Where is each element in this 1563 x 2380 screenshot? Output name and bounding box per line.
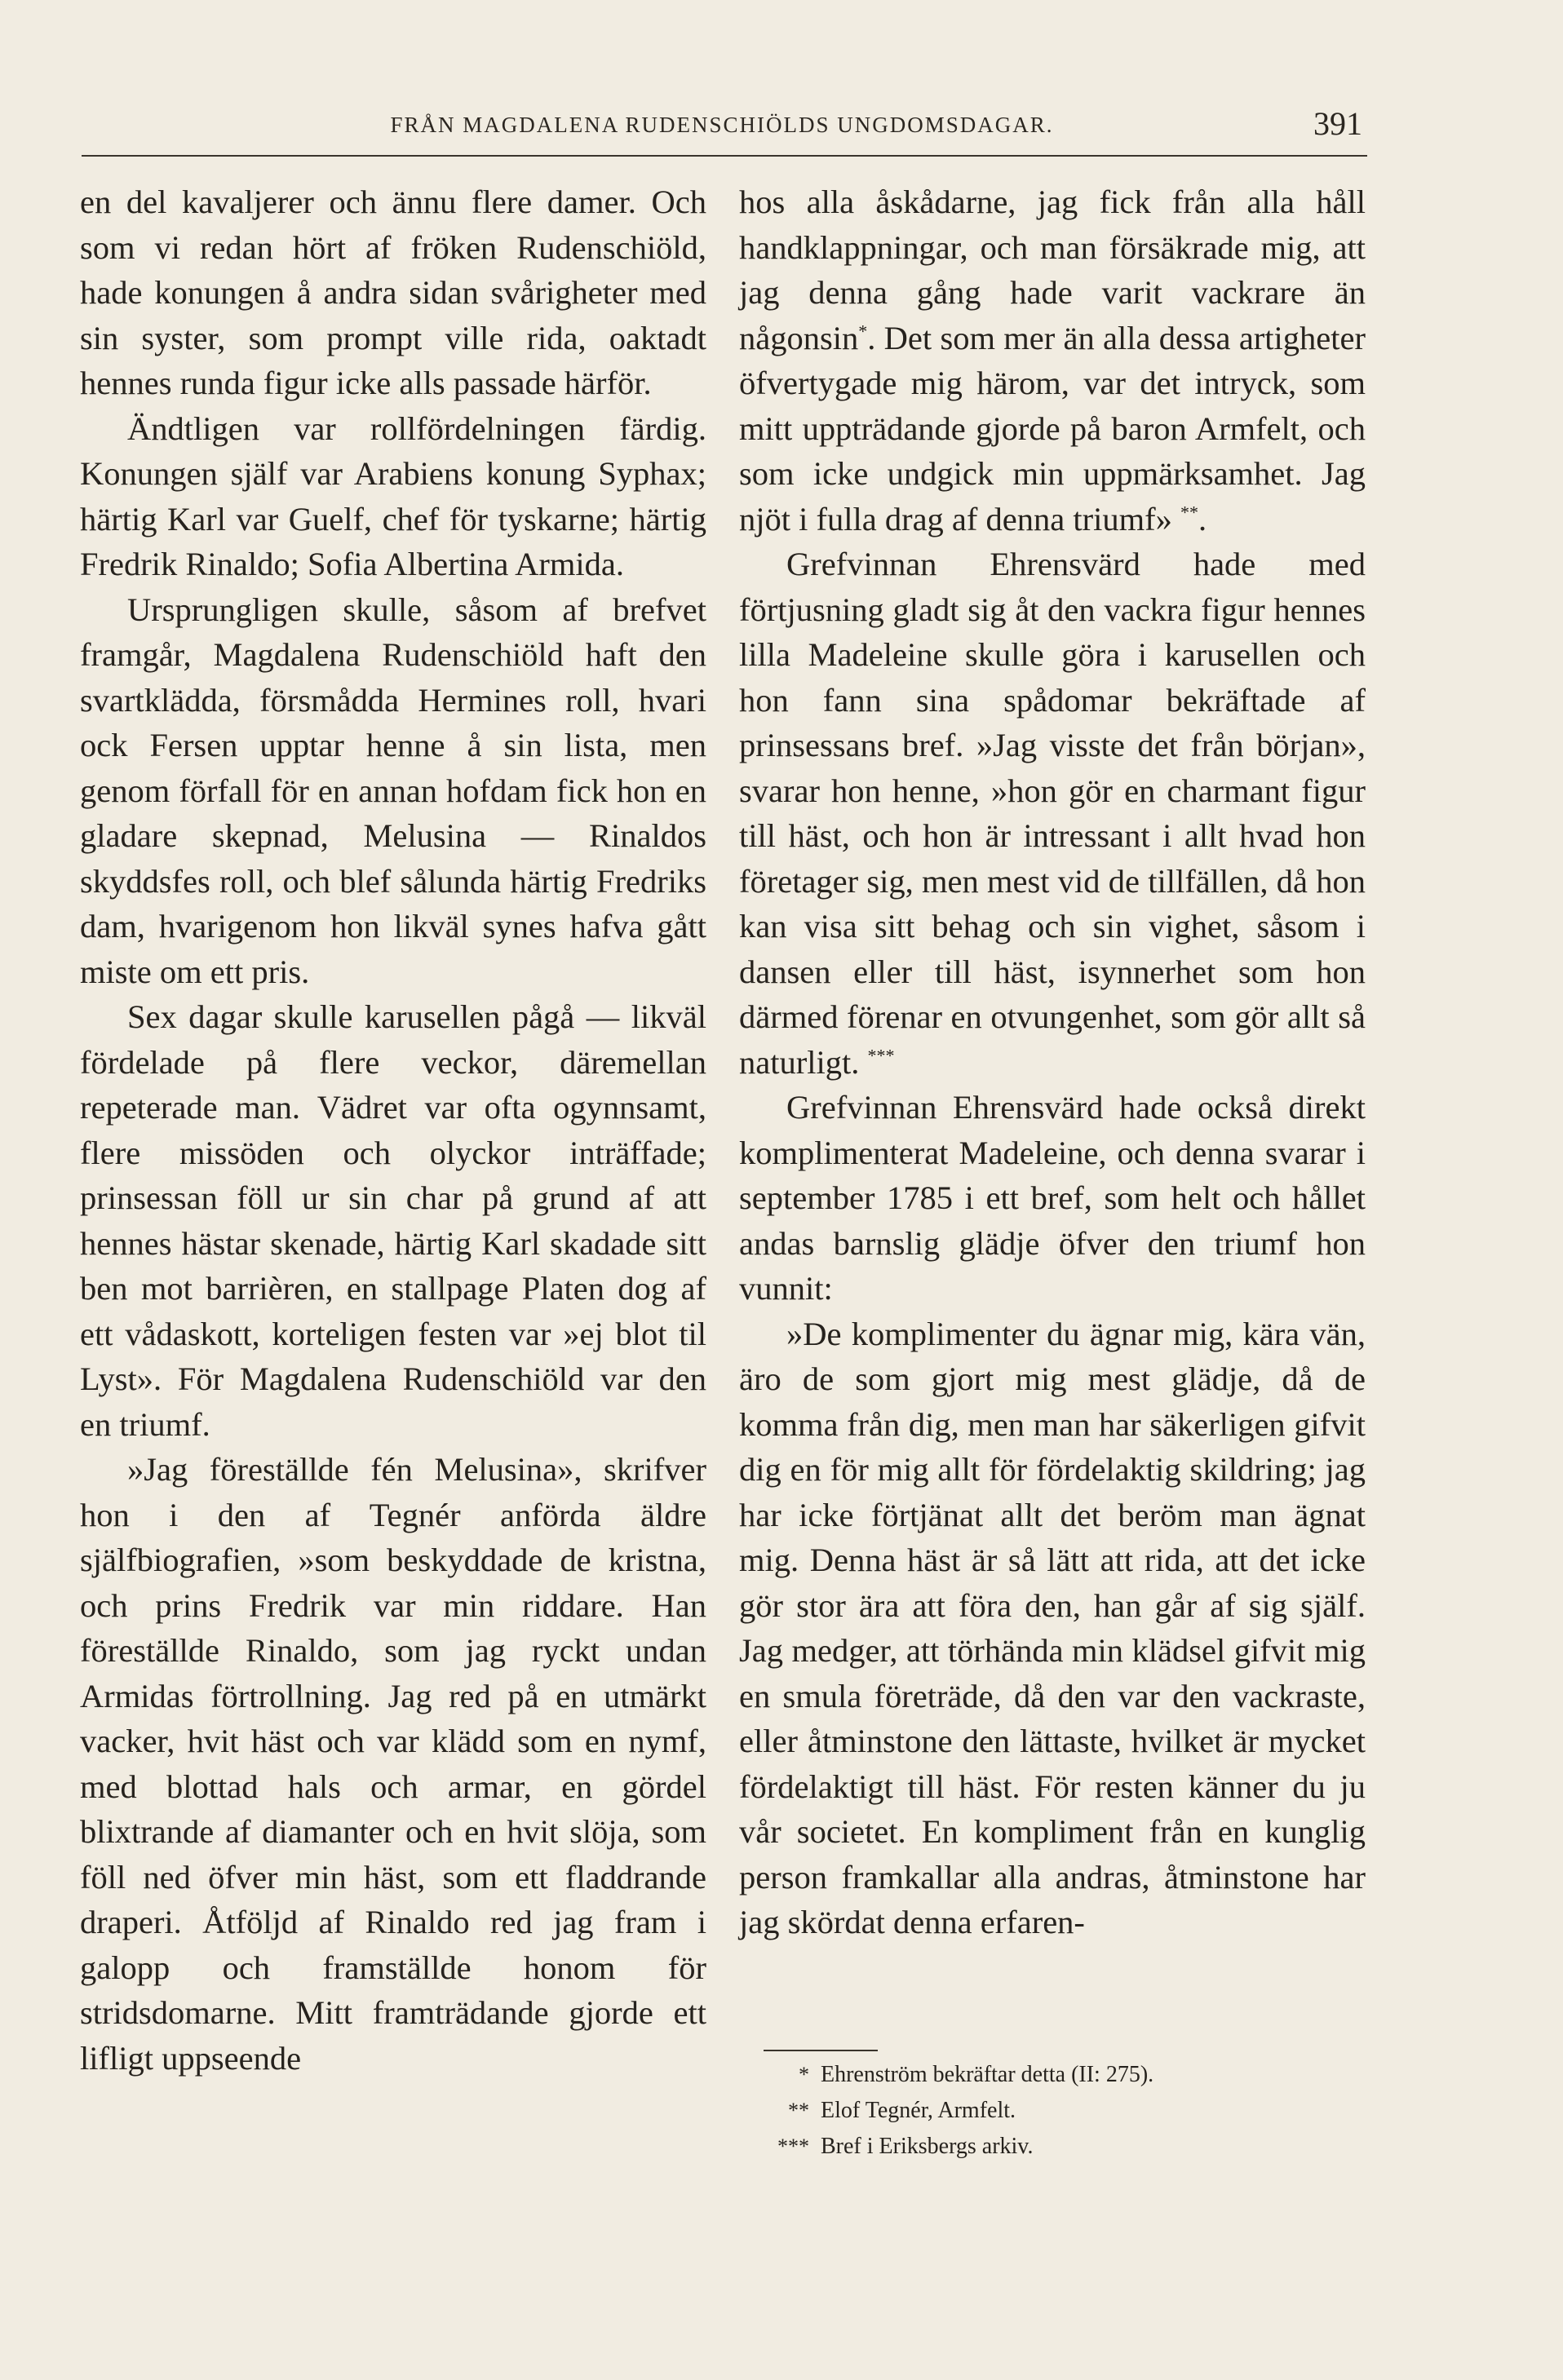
footnote <box>739 2057 1366 2093</box>
footnote-mark: * <box>799 2063 809 2086</box>
footnote-text: Ehrenström bekräftar detta (II: 275). <box>821 2062 1154 2087</box>
footnotes <box>739 2057 1366 2165</box>
header-rule <box>82 155 1367 157</box>
left-paragraph-5: »Jag föreställde fén Melusina», skrifver hon i den af Tegnér anförda äldre själfbiografien, »som beskyddade de kristna, och prins Fredrik var min riddare. Han föreställde Rinaldo, som jag ryckt undan Armidas förtrollning. Jag red på en utmärkt vacker, hvit häst och var klädd som en nymf, med blottad hals och armar, en gördel blixtrande af diamanter och en hvit slöja, som föll ned öfver min häst, som ett fladdrande draperi. Åtföljd af Rinaldo red jag fram i galopp och framställde honom för stridsdomarne. Mitt framträdande gjorde ett lifligt uppseende <box>80 1451 706 2077</box>
right-paragraph-1-text-b: . Det som mer än alla dessa artigheter öfvertygade mig härom, var det intryck, som mitt uppträdande gjorde på baron Armfelt, och som icke undgick min uppmärksamhet. Jag njöt i fulla drag af denna triumf» <box>739 319 1366 537</box>
right-paragraph-3: Grefvinnan Ehrensvärd hade också direkt komplimenterat Madeleine, och denna svarar i september 1785 i ett bref, som helt och hållet andas barnslig glädje öfver den triumf hon vunnit: <box>739 1089 1366 1307</box>
right-paragraph-1 <box>739 179 1366 542</box>
left-paragraph-4: Sex dagar skulle karusellen pågå — likväl fördelade på flere veckor, däremellan repeterade man. Vädret var ofta ogynnsamt, flere missöden och olyckor inträffade; prinsessan föll ur sin char på grund af att hennes hästar skenade, härtig Karl skadade sitt ben mot barrièren, en stallpage Platen dog af ett vådaskott, korteligen festen var »ej blot til Lyst». För Magdalena Rudenschiöld var den en triumf. <box>80 998 706 1443</box>
footnote <box>739 2129 1366 2165</box>
right-paragraph-1-text-a: hos alla åskådarne, jag fick från alla håll handklappningar, och man försäkrade mig, att jag denna gång hade varit vackrare än någonsin <box>739 184 1366 356</box>
left-paragraph-1: en del kavaljerer och ännu flere damer. Och som vi redan hört af fröken Rudenschiöld, hade konungen å andra sidan svårigheter med sin syster, som prompt ville rida, oaktadt hennes runda figur icke alls passade härför. <box>80 184 706 401</box>
right-paragraph-4: »De komplimenter du ägnar mig, kära vän, äro de som gjort mig mest glädje, då de komma från dig, men man har säkerligen gifvit dig en för mig allt för fördelaktig skildring; jag har icke förtjänat allt det beröm man ägnat mig. Denna häst är så lätt att rida, att det icke gör stor ära att föra den, han går af sig själf. Jag medger, att törhända min klädsel gifvit mig en smula företräde, då den var den vackraste, eller åtminstone den lättaste, hvilket är mycket fördelaktigt till häst. För resten känner du ju vår societet. En kompliment från en kunglig person framkallar alla andras, åtminstone har jag skördat denna erfaren- <box>739 1315 1366 1940</box>
footnote-ref-3: *** <box>867 1045 895 1065</box>
footnote-mark: *** <box>777 2134 809 2158</box>
footnote-mark: ** <box>788 2099 809 2122</box>
footnote-ref-1: * <box>858 321 868 341</box>
right-paragraph-2-text: Grefvinnan Ehrensvärd hade med förtjusning gladt sig åt den vackra figur hennes lilla Madeleine skulle göra i karusellen och hon fann sina spådomar bekräftade af prinsessans bref. »Jag visste det från början», svarar hon henne, »hon gör en charmant figur till häst, och hon är intressant i allt hvad hon företager sig, men mest vid de tillfällen, då hon kan visa sitt behag och sin vighet, såsom i dansen eller till häst, isynnerhet som hon därmed förenar en otvungenhet, som gör allt så naturligt. <box>739 546 1366 1081</box>
running-head: FRÅN MAGDALENA RUDENSCHIÖLDS UNGDOMSDAGAR. <box>390 113 1054 137</box>
right-paragraph-1-text-c: . <box>1198 500 1207 537</box>
left-column <box>80 179 706 2081</box>
left-paragraph-2: Ändtligen var rollfördelningen färdig. Konungen själf var Arabiens konung Syphax; härtig Karl var Guelf, chef för tyskarne; härtig Fredrik Rinaldo; Sofia Albertina Armida. <box>80 409 706 582</box>
page-number: 391 <box>1313 105 1362 142</box>
footnote-rule <box>764 2050 878 2051</box>
left-paragraph-3: Ursprungligen skulle, såsom af brefvet framgår, Magdalena Rudenschiöld haft den svartklädda, försmådda Hermines roll, hvari ock Fersen upptar henne å sin lista, men genom förfall för en annan hofdam fick hon en gladare skepnad, Melusina — Rinaldos skyddsfes roll, och blef sålunda härtig Fredriks dam, hvarigenom hon likväl synes hafva gått miste om ett pris. <box>80 591 706 990</box>
right-paragraph-2 <box>739 542 1366 1085</box>
footnote-ref-2: ** <box>1180 502 1198 522</box>
footnote-text: Elof Tegnér, Armfelt. <box>821 2098 1016 2123</box>
right-column <box>739 179 1366 1945</box>
footnote-text: Bref i Eriksbergs arkiv. <box>821 2134 1034 2159</box>
footnote <box>739 2093 1366 2129</box>
